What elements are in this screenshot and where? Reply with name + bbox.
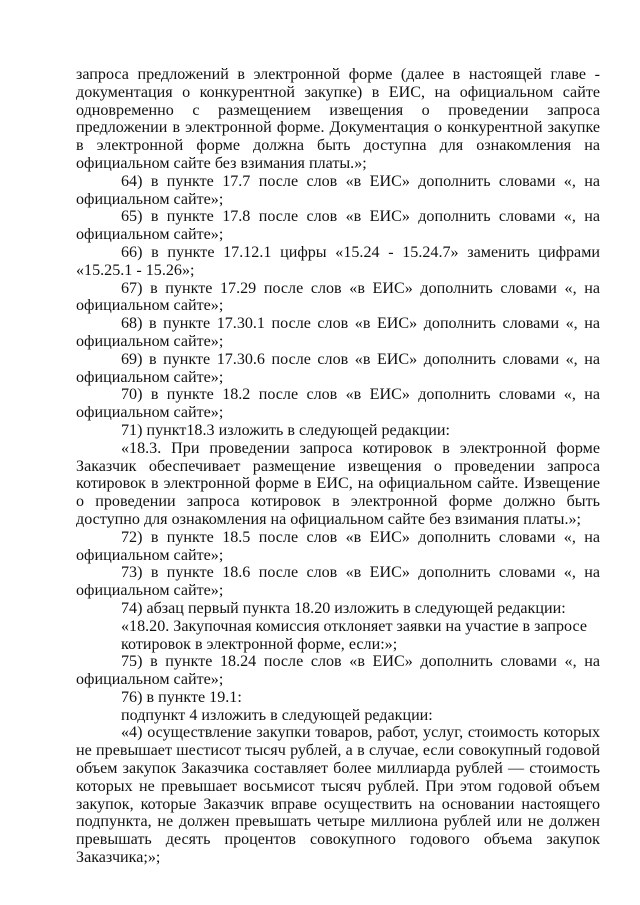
paragraph-item-65: 65) в пункте 17.8 после слов «в ЕИС» дополнить словами «, на официальном сайте»; [76,208,600,244]
paragraph-continuation: запроса предложений в электронной форме (далее в настоящей главе - документация о конкурентной закупке) в ЕИС, на официальном сайте одновременно с размещением извещения о проведении запроса предложении в электронной форме. Документация о конкурентной закупке в электронной форме должна быть доступна для ознакомления на официальном сайте без взимания платы.»; [76,66,600,172]
paragraph-item-66: 66) в пункте 17.12.1 цифры «15.24 - 15.24.7» заменить цифрами «15.25.1 - 15.26»; [76,243,600,279]
paragraph-item-73: 73) в пункте 18.6 после слов «в ЕИС» дополнить словами «, на официальном сайте»; [76,564,600,600]
document-body [76,66,600,867]
paragraph-quote-subitem-4: «4) осуществление закупки товаров, работ, услуг, стоимость которых не превышает шестисот тысяч рублей, а в случае, если совокупный годовой объем закупок Заказчика составляет более миллиарда рублей — стоимость которых не превышает восьмисот тысяч рублей. При этом годовой объем закупок, которые Заказчик вправе осуществить на основании настоящего подпункта, не должен превышать четыре миллиона рублей или не должен превышать десять процентов совокупного годового объема закупок Заказчика;»; [76,724,600,867]
paragraph-quote-18-20: «18.20. Закупочная комиссия отклоняет заявки на участие в запросе котировок в электронной форме, если:»; [121,617,587,653]
paragraph-item-68: 68) в пункте 17.30.1 после слов «в ЕИС» дополнить словами «, на официальном сайте»; [76,315,600,350]
paragraph-item-69: 69) в пункте 17.30.6 после слов «в ЕИС» дополнить словами «, на официальном сайте»; [76,350,600,386]
paragraph-item-71: 71) пункт18.3 изложить в следующей редакции: [121,421,450,439]
paragraph-item-64: 64) в пункте 17.7 после слов «в ЕИС» дополнить словами «, на официальном сайте»; [76,172,600,208]
paragraph-item-70: 70) в пункте 18.2 после слов «в ЕИС» дополнить словами «, на официальном сайте»; [76,386,600,422]
paragraph-item-72: 72) в пункте 18.5 после слов «в ЕИС» дополнить словами «, на официальном сайте»; [76,528,600,564]
paragraph-item-76: 76) в пункте 19.1: [121,688,242,706]
paragraph-subitem-4-intro: подпункт 4 изложить в следующей редакции: [121,706,433,724]
paragraph-item-75: 75) в пункте 18.24 после слов «в ЕИС» дополнить словами «, на официальном сайте»; [76,653,600,689]
paragraph-quote-18-3: «18.3. При проведении запроса котировок в электронной форме Заказчик обеспечивает размещение извещения о проведении запроса котировок в электронной форме в ЕИС, на официальном сайте. Извещение о проведении запроса котировок в электронной форме должно быть доступно для ознакомления на официальном сайте без взимания платы.»; [76,439,600,528]
paragraph-item-74: 74) абзац первый пункта 18.20 изложить в следующей редакции: [121,599,566,617]
paragraph-item-67: 67) в пункте 17.29 после слов «в ЕИС» дополнить словами «, на официальном сайте»; [76,279,600,315]
